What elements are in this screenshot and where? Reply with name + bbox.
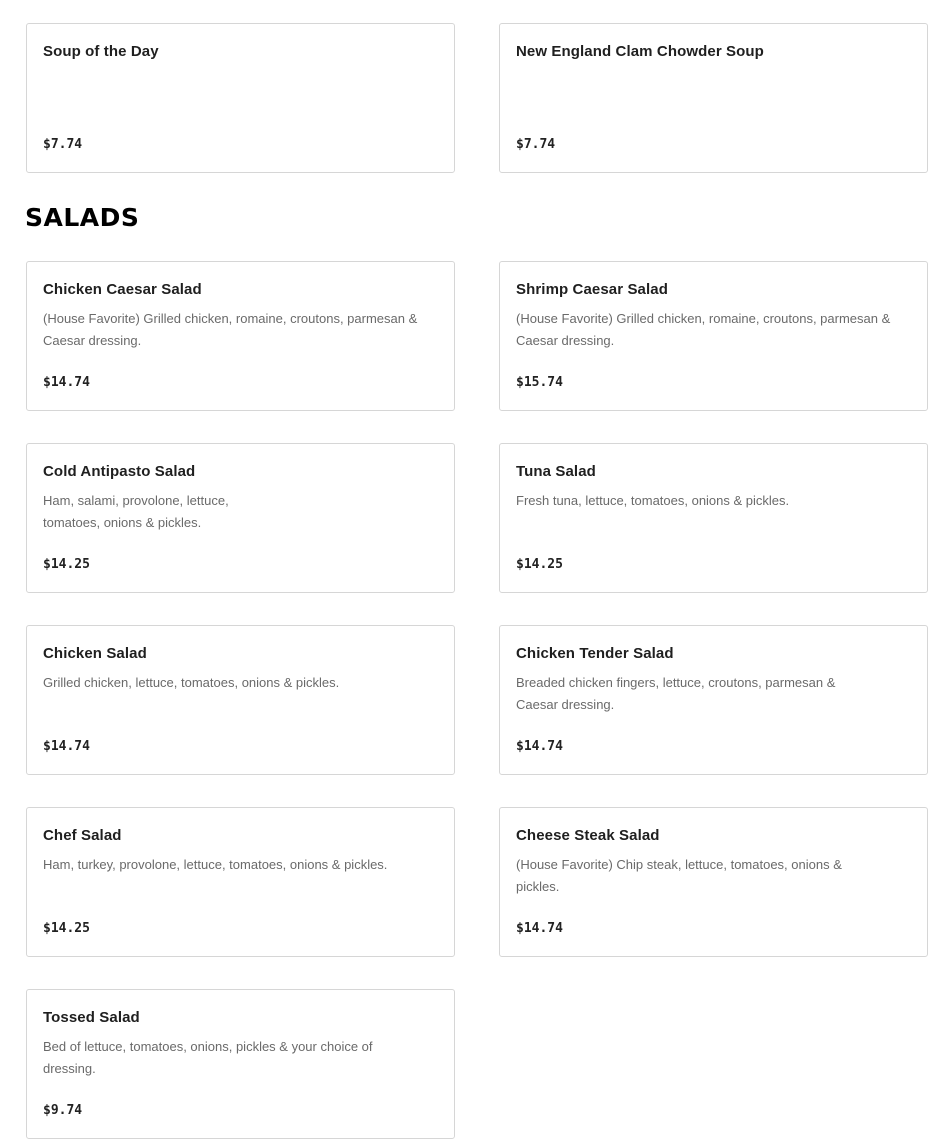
menu-item-description: Grilled chicken, lettuce, tomatoes, onions & pickles. bbox=[43, 675, 340, 690]
menu-item-description: Breaded chicken fingers, lettuce, croutons, parmesan & Caesar dressing. bbox=[516, 675, 836, 712]
menu-item-name: Chicken Tender Salad bbox=[516, 645, 674, 662]
menu-item-price: $14.25 bbox=[516, 557, 563, 572]
menu-item-name: Soup of the Day bbox=[43, 43, 159, 60]
menu-item-card[interactable] bbox=[26, 443, 455, 593]
menu-item-price: $14.74 bbox=[43, 375, 90, 390]
menu-item-name: Chicken Salad bbox=[43, 645, 147, 662]
section-title-salads: SALADS bbox=[25, 203, 140, 232]
menu-item-price: $9.74 bbox=[43, 1103, 83, 1118]
menu-item-name: Cold Antipasto Salad bbox=[43, 463, 196, 480]
menu-item-card[interactable] bbox=[26, 23, 455, 173]
menu-item-name: New England Clam Chowder Soup bbox=[516, 43, 764, 60]
menu-item-card[interactable] bbox=[26, 989, 455, 1139]
menu-item-description: (House Favorite) Chip steak, lettuce, tomatoes, onions & pickles. bbox=[516, 857, 842, 894]
menu-item-price: $15.74 bbox=[516, 375, 563, 390]
menu-item-price: $14.74 bbox=[43, 739, 90, 754]
menu-item-card[interactable] bbox=[499, 807, 928, 957]
menu-item-card[interactable] bbox=[499, 625, 928, 775]
menu-item-description: Ham, turkey, provolone, lettuce, tomatoes, onions & pickles. bbox=[43, 857, 388, 872]
menu-item-card[interactable] bbox=[26, 625, 455, 775]
menu-item-price: $14.74 bbox=[516, 739, 563, 754]
menu-item-name: Tossed Salad bbox=[43, 1009, 140, 1026]
menu-item-description: (House Favorite) Grilled chicken, romaine, croutons, parmesan & Caesar dressing. bbox=[43, 311, 418, 348]
menu-item-name: Tuna Salad bbox=[516, 463, 596, 480]
menu-item-price: $14.25 bbox=[43, 557, 90, 572]
menu-item-name: Shrimp Caesar Salad bbox=[516, 281, 668, 298]
menu-item-description: Fresh tuna, lettuce, tomatoes, onions & pickles. bbox=[516, 493, 790, 508]
menu-item-name: Cheese Steak Salad bbox=[516, 827, 660, 844]
menu-item-price: $7.74 bbox=[516, 137, 556, 152]
menu-item-price: $14.74 bbox=[516, 921, 563, 936]
menu-item-price: $14.25 bbox=[43, 921, 90, 936]
menu-item-description: Bed of lettuce, tomatoes, onions, pickles & your choice of dressing. bbox=[43, 1039, 373, 1076]
menu-item-name: Chicken Caesar Salad bbox=[43, 281, 202, 298]
menu-item-price: $7.74 bbox=[43, 137, 83, 152]
menu-item-description: Ham, salami, provolone, lettuce, tomatoes, onions & pickles. bbox=[43, 493, 229, 530]
menu-item-name: Chef Salad bbox=[43, 827, 122, 844]
menu-item-description: (House Favorite) Grilled chicken, romaine, croutons, parmesan & Caesar dressing. bbox=[516, 311, 891, 348]
menu-item-card[interactable] bbox=[499, 261, 928, 411]
menu-item-card[interactable] bbox=[499, 23, 928, 173]
menu-item-card[interactable] bbox=[26, 261, 455, 411]
menu-item-card[interactable] bbox=[26, 807, 455, 957]
menu-item-card[interactable] bbox=[499, 443, 928, 593]
